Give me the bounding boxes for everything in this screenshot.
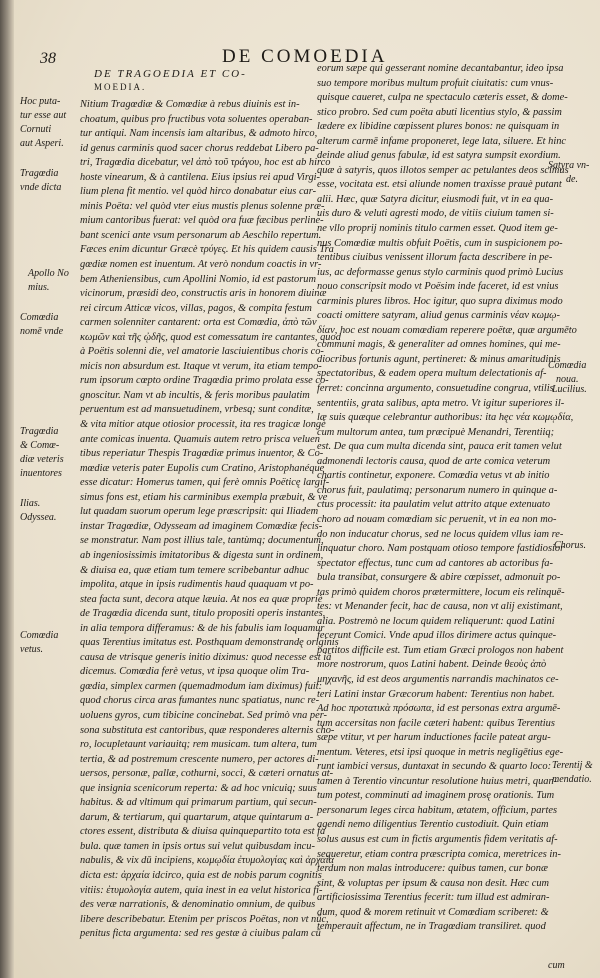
text-line: nouo conscripsit modo vt Poësim inde faceret, id est vnius bbox=[317, 281, 559, 293]
text-line: & diuisa ea, quæ etiam tum temere scribebantur adhuc bbox=[80, 564, 310, 576]
text-line: alterum carmē infame proponeret, lege lata, siluere. Et hinc bbox=[317, 135, 567, 147]
margin-note: Lucilius. bbox=[552, 384, 587, 395]
text-line: sequeretur, etiam contra præscripta comica, meretrices in- bbox=[317, 848, 561, 860]
text-line: quas Terentius imitatus est. Posthquam demonstrandę originis bbox=[80, 637, 339, 649]
text-line: alia. Postremò ne locum quidem reliquerunt: quod Latini bbox=[317, 615, 555, 627]
text-line: cum multorum antea, tum præcipuè Menandri, Terentiiq; bbox=[317, 426, 555, 438]
margin-note: Cornuti bbox=[20, 124, 52, 135]
text-line: agendi nemo diligentius Terentio custodiuit. Quin etiam bbox=[317, 819, 549, 831]
text-line: spectatoribus, & eadem opera multum delectationis af- bbox=[317, 368, 547, 380]
margin-note: nomē vnde bbox=[20, 326, 64, 337]
text-line: lædere ex libidine cœpissent plures bonos: ne quisquam in bbox=[317, 121, 560, 133]
text-line: runt iambici versus, duntaxat in secundo & quarto loco: bbox=[317, 761, 552, 773]
text-line: bant scenici ante vsum personarum ab Aeschilo repertum. bbox=[80, 229, 322, 241]
text-line: artificiosissima Terentius fecerit: tum illud est admiran- bbox=[317, 892, 550, 904]
text-line: quod chorus circa aras fumantes nunc spatiatus, nunc re- bbox=[80, 695, 320, 707]
margin-note: Comœdia bbox=[20, 630, 59, 641]
text-line: bem Atheniensibus, cum Apollini Nomio, id est pastorum bbox=[80, 273, 316, 285]
text-line: uoluens gyros, cum tibicine concinebat. Sed primò vna per- bbox=[80, 709, 327, 721]
text-line: micis non absurdum est. Itaque vt verum, ita etiam tempo- bbox=[80, 360, 322, 372]
text-line: κωμῶν καὶ τῆς ᾠδῆς, quod est comessatum ire cantantes, quod bbox=[80, 331, 341, 343]
text-line: læ suis quæque celebrantur authoribus: ita hęc νέα κωμῳδία, bbox=[317, 412, 574, 424]
text-line: est. De qua cum multa dicenda sint, pauca erit tamen velut bbox=[317, 441, 562, 453]
section-heading-continued: MOEDIA. bbox=[94, 82, 147, 92]
text-line: choro ad nouam comœdiam sic peruenit, vt in ea non mo- bbox=[317, 513, 557, 525]
text-line: diocribus fortunis agunt, pertineret: & minus amaritudinis bbox=[317, 353, 561, 365]
text-line: dicemus. Comœdia ferè vetus, vt ipsa quoque olim Tra- bbox=[80, 666, 310, 678]
text-line: eorum sæpe qui gesserant nomine decantabantur, ideo ipsa bbox=[317, 63, 564, 74]
margin-note: Satyra vn- bbox=[548, 160, 590, 171]
text-line: tamen à Terentio vincuntur resolutione huius metri, quan- bbox=[317, 775, 558, 787]
text-line: ius, ac deformasse genus stylo carminis quod primò Lucius bbox=[317, 266, 564, 278]
margin-note: mius. bbox=[28, 282, 50, 293]
text-line: uersos, personæ, pallæ, cothurni, socci, & cæteri ornatus at- bbox=[80, 768, 334, 780]
text-line: solus ausus est cum in fictis argumentis fidem veritatis af- bbox=[317, 833, 558, 845]
text-line: sententiis, grata salibus, apta metro. Vt igitur superiores il- bbox=[317, 397, 565, 409]
text-line: tum accersitas non facile cæteri habent: quibus Terentius bbox=[317, 717, 555, 729]
text-line: tri, Tragœdia dicebatur, vel ἀπὸ τοῦ τράγου, hoc est ab hirco bbox=[80, 157, 331, 169]
text-line: des veræ narrationis, & denominatio omnium, de quibus bbox=[80, 899, 316, 911]
margin-note: & Comœ- bbox=[20, 440, 60, 451]
text-line: do non inducatur chorus, sed ne locus quidem vllus iam re- bbox=[317, 528, 564, 540]
text-line: penitus ficta argumenta: sed res gestæ à ciuibus palam cū bbox=[80, 928, 321, 940]
text-line: stico probro. Sed cum poëta abuti licentius stylo, & passim bbox=[317, 106, 562, 118]
text-line: lut quadam suorum operum lege præscripsit: qui Iliadem bbox=[80, 506, 319, 518]
margin-note: vnde dicta bbox=[20, 182, 62, 193]
text-line: impolita, atque in ipsis rudimentis haud quaquam vt po- bbox=[80, 579, 314, 591]
margin-note: noua. bbox=[556, 374, 579, 385]
text-line: hoste vinearum, & à cantilena. Eius ipsius rei apud Virgi- bbox=[80, 171, 321, 183]
margin-note: mendatio. bbox=[552, 774, 592, 785]
text-line: bula. quæ tamen in ipsis ortus sui velut quibusdam incu- bbox=[80, 840, 315, 852]
margin-note: inuentores bbox=[20, 468, 62, 479]
text-line: habitus. & ad vltimum qui primarum partium, qui secun- bbox=[80, 797, 317, 809]
text-line: chorus fuit, paulatimq; personarum numero in quinque a- bbox=[317, 484, 558, 496]
text-line: tertia, & ad postremum crescente numero, per actores di- bbox=[80, 753, 319, 765]
right-text-column bbox=[317, 62, 580, 942]
margin-note: vetus. bbox=[20, 644, 44, 655]
text-line: δίαν, hoc est nouam comœdiam reperere poëtæ, quæ argumēto bbox=[317, 324, 577, 336]
text-line: linquatur choro. Nam postquam otioso tempore fastidiosior bbox=[317, 543, 565, 555]
margin-note: aut Asperi. bbox=[20, 138, 64, 149]
text-line: mium cantoribus fuerat: vel quòd ora fuæ fæcibus perline- bbox=[80, 215, 324, 227]
text-line: esse, vocitata est. etsi aliunde nomen traxisse prauè putant bbox=[317, 179, 562, 191]
text-line: teri Latini instar Græcorum habent: Terentius non habet. bbox=[317, 688, 555, 700]
margin-note: Chorus. bbox=[554, 540, 586, 551]
margin-note: diæ veteris bbox=[20, 454, 64, 465]
text-line: darum, & tertiarum, qui quartarum, atque quintarum a- bbox=[80, 811, 314, 823]
text-line: de Tragœdia dicenda sunt, titulo propositi operis instantes, bbox=[80, 608, 326, 620]
margin-note: Apollo No bbox=[28, 268, 69, 279]
text-line: causa de vtrisque generis initio diximus: quod necesse est iā bbox=[80, 651, 332, 663]
text-line: ante comicas inuenta. Quamuis autem retro prisca veluen bbox=[80, 433, 320, 445]
text-line: more nostrorum, quos Latini habent. Deinde θεοὺς ἀπὸ bbox=[317, 659, 547, 671]
margin-note: Odyssea. bbox=[20, 512, 57, 523]
running-head: DE COMOEDIA bbox=[222, 46, 388, 67]
text-line: nabulis, & vix dū incipiens, κωμῳδία ἐτυμολογίας καὶ ἀρχαία bbox=[80, 855, 334, 867]
text-line: sona substituta est cantoribus, quæ responderes alternis cho- bbox=[80, 724, 335, 736]
text-line: deinde aliud genus fabulæ, id est satyra sumpsit exordium. bbox=[317, 150, 561, 162]
text-line: id genus carminis quod sacer chorus reddebat Libero pa- bbox=[80, 142, 319, 154]
margin-note: Tragœdia bbox=[20, 168, 59, 179]
text-line: gœdia, simplex carmen (quemadmodum iam diximus) fuit: bbox=[80, 680, 323, 692]
text-line: mœdiæ veteris pater Eupolis cum Cratino, Aristophanéque bbox=[80, 462, 325, 474]
text-line: se monstratur. Nam post illius tale, tantùmq; documentum, bbox=[80, 535, 324, 547]
page-number: 38 bbox=[40, 50, 56, 67]
text-line: Ad hoc προτατικὰ πρόσωπα, id est personas extra argumē- bbox=[317, 703, 561, 715]
text-line: instar Tragœdiæ, Odysseam ad imaginem Comœdiæ fecis- bbox=[80, 520, 323, 532]
margin-note: Comœdia bbox=[548, 360, 587, 371]
text-line: vicinorum, præsidi deo, constructis aris in honorem diuinæ bbox=[80, 288, 327, 300]
margin-note: Tragœdia bbox=[20, 426, 59, 437]
margin-note: Comœdia bbox=[20, 312, 59, 323]
text-line: coacti omittere satyram, aliud genus carminis νέαν κωμῳ- bbox=[317, 310, 560, 322]
text-line: sint, & voluptas per ipsum & causa non desit. Hæc cum bbox=[317, 877, 550, 889]
left-text-column bbox=[80, 98, 341, 978]
text-line: rei circum Atticæ vicos, villas, pagos, & compita festum bbox=[80, 302, 312, 314]
text-line: suo tempore moribus multum profuit ciuitatis: cum vnus- bbox=[317, 77, 554, 89]
text-line: quæ à satyris, quos illotos semper ac petulantes deos scimus bbox=[317, 164, 569, 176]
text-line: vitiis: ἐτυμολογία autem, quia inest in ea velut historica fi- bbox=[80, 884, 323, 896]
text-line: personarum leges circa habitum, ætatem, officium, partes bbox=[317, 804, 558, 816]
text-line: spectator effectus, tunc cum ad cantores ab actoribus fa- bbox=[317, 557, 553, 569]
text-line: lium plena fit mentio. vel quòd hirco donabatur eius car- bbox=[80, 186, 317, 198]
text-line: temperauit affectum, ne in Tragœdiam transiliret. quod bbox=[317, 921, 546, 933]
text-line: à Poëtis solenni die, vel amatorie lasciuientibus choris co- bbox=[80, 346, 324, 358]
margin-note: Ilias. bbox=[20, 498, 41, 509]
text-line: gœdiæ nomen est inuentum. At verò nondum coactis in vr- bbox=[80, 259, 322, 271]
text-line: mentum. Veteres, etsi ipsi quoque in metris negligētius ege- bbox=[317, 746, 564, 758]
text-line: nus Comœdiæ multis obfuit Poëtis, cum in suspicionem po- bbox=[317, 237, 563, 249]
text-line: tur antiqui. Nam incensis iam altaribus, & admoto hirco, bbox=[80, 128, 318, 140]
text-line: que insignia scenicorum reperta: & ad hoc vnicuiq; suus bbox=[80, 782, 317, 794]
margin-note: tur esse aut bbox=[20, 110, 67, 121]
text-line: Fæces enim dicuntur Græcè τρύγες. Et his quidem causis Tra bbox=[80, 244, 334, 256]
page-gutter bbox=[0, 0, 14, 978]
text-line: tes: vt Menander fecit, hac de causa, non vt alij existimant, bbox=[317, 601, 563, 613]
text-line: ctus processit: ita paulatim velut attrito atque extenuato bbox=[317, 499, 551, 511]
text-line: choatum, quibus pro fructibus vota soluentes operaban- bbox=[80, 113, 313, 125]
text-line: admonendi lectoris causa, quod de arte comica veterum bbox=[317, 455, 551, 467]
text-line: peruentum est ad mansuetudinem, vrbesq; sunt conditæ, bbox=[80, 404, 314, 416]
text-line: & vita mitior atque otiosior processit, ita res tragicæ longè bbox=[80, 419, 326, 431]
text-line: fecerunt Comici. Vnde apud illos dirimere actus quinque- bbox=[317, 630, 557, 642]
text-line: rum ipsorum cœpto ordine Tragœdia primo prolata esse co- bbox=[80, 375, 329, 387]
catchword: cum bbox=[548, 960, 565, 971]
text-line: minis Poëta: vel quòd vter eius mustis plenus solenne præ- bbox=[80, 200, 325, 212]
text-line: tentibus ciuibus venissent illorum facta describere in pe- bbox=[317, 252, 553, 264]
text-line: ne vllo proprij nominis titulo carmen esset. Quod item ge- bbox=[317, 223, 558, 235]
text-line: tum potest, comminuti ad imaginem prosę orationis. Tum bbox=[317, 790, 555, 802]
text-line: ab ingeniosissimis imitatoribus & digesta sunt in ordinem, bbox=[80, 549, 324, 561]
text-line: ro, locupletaunt variauitq; rem musicam. tum altera, tum bbox=[80, 739, 318, 751]
text-line: carminis plures libros. Hoc igitur, quo supra diximus modo bbox=[317, 295, 563, 307]
text-line: tas primò quidem choros prætermittere, locum eis relinquē- bbox=[317, 586, 565, 598]
text-line: dum, quod & morem retinuit vt Comœdiam scriberet: & bbox=[317, 906, 549, 918]
text-line: ferret: concinna argumento, consuetudine congrua, vtilis bbox=[317, 383, 554, 395]
text-line: terdum non malas introducere: quibus tamen, cur bonæ bbox=[317, 863, 548, 875]
text-line: uis duro & veluti agresti modo, de vitiis ciuium tamen si- bbox=[317, 208, 554, 220]
section-heading: DE TRAGOEDIA ET CO- bbox=[94, 68, 247, 80]
text-line: esse dicatur: Homerus tamen, qui ferè omnis Poëticę largif- bbox=[80, 477, 330, 489]
text-line: quisque caueret, culpa ne spectaculo cæteris esset, & dome- bbox=[317, 92, 568, 104]
margin-note: Terentij & bbox=[552, 760, 593, 771]
text-line: ctores essent, distributa & diuisa quinquepartito tota est fa bbox=[80, 826, 326, 838]
margin-note: Hoc puta- bbox=[20, 96, 61, 107]
text-line: chartis continetur, exponere. Comœdia vetus vt ab initio bbox=[317, 470, 550, 482]
text-line: simus fons est, etiam his carminibus exempla præbuit, & ve bbox=[80, 491, 328, 503]
text-line: gnoscitur. Nam vt ab incultis, & feris moribus paulatim bbox=[80, 389, 310, 401]
text-line: in alia tempora differamus: & de his fabulis iam loquamur bbox=[80, 622, 325, 634]
text-line: Nitium Tragœdiæ & Comœdiæ à rebus diuinis est in- bbox=[80, 99, 300, 110]
text-line: communi magis, & generaliter ad omnes homines, qui me- bbox=[317, 339, 561, 351]
text-line: dicta est: ἀρχαία idcirco, quia est de nobis parum cognitis bbox=[80, 869, 322, 881]
text-line: tibus reperiatur Thespis Tragœdiæ primus inuentor, & Co- bbox=[80, 448, 324, 460]
text-line: stea facta sunt, decora atque læuia. At nos ea quæ propriè bbox=[80, 593, 323, 605]
margin-note: de. bbox=[566, 174, 578, 185]
text-line: carmen solenniter cantarent: orta est Comœdia, ἀπὸ τῶν bbox=[80, 317, 317, 329]
text-line: alii. Hæc, quæ Satyra dicitur, eiusmodi fuit, vt in ea qua- bbox=[317, 193, 554, 205]
text-line: partitos difficile est. Tum etiam Græci prologos non habent bbox=[317, 644, 564, 656]
text-line: libere describebatur. Etenim per priscos Poëtas, non vt nūc, bbox=[80, 913, 329, 925]
text-line: μηχανῆς, id est deos argumentis narrandis machinatos ce- bbox=[317, 673, 559, 685]
text-line: sæpe vtitur, vt per harum inductiones facile pateat argu- bbox=[317, 732, 551, 744]
text-line: bula transibat, consurgere & abire cœpisset, admonuit po- bbox=[317, 572, 561, 584]
